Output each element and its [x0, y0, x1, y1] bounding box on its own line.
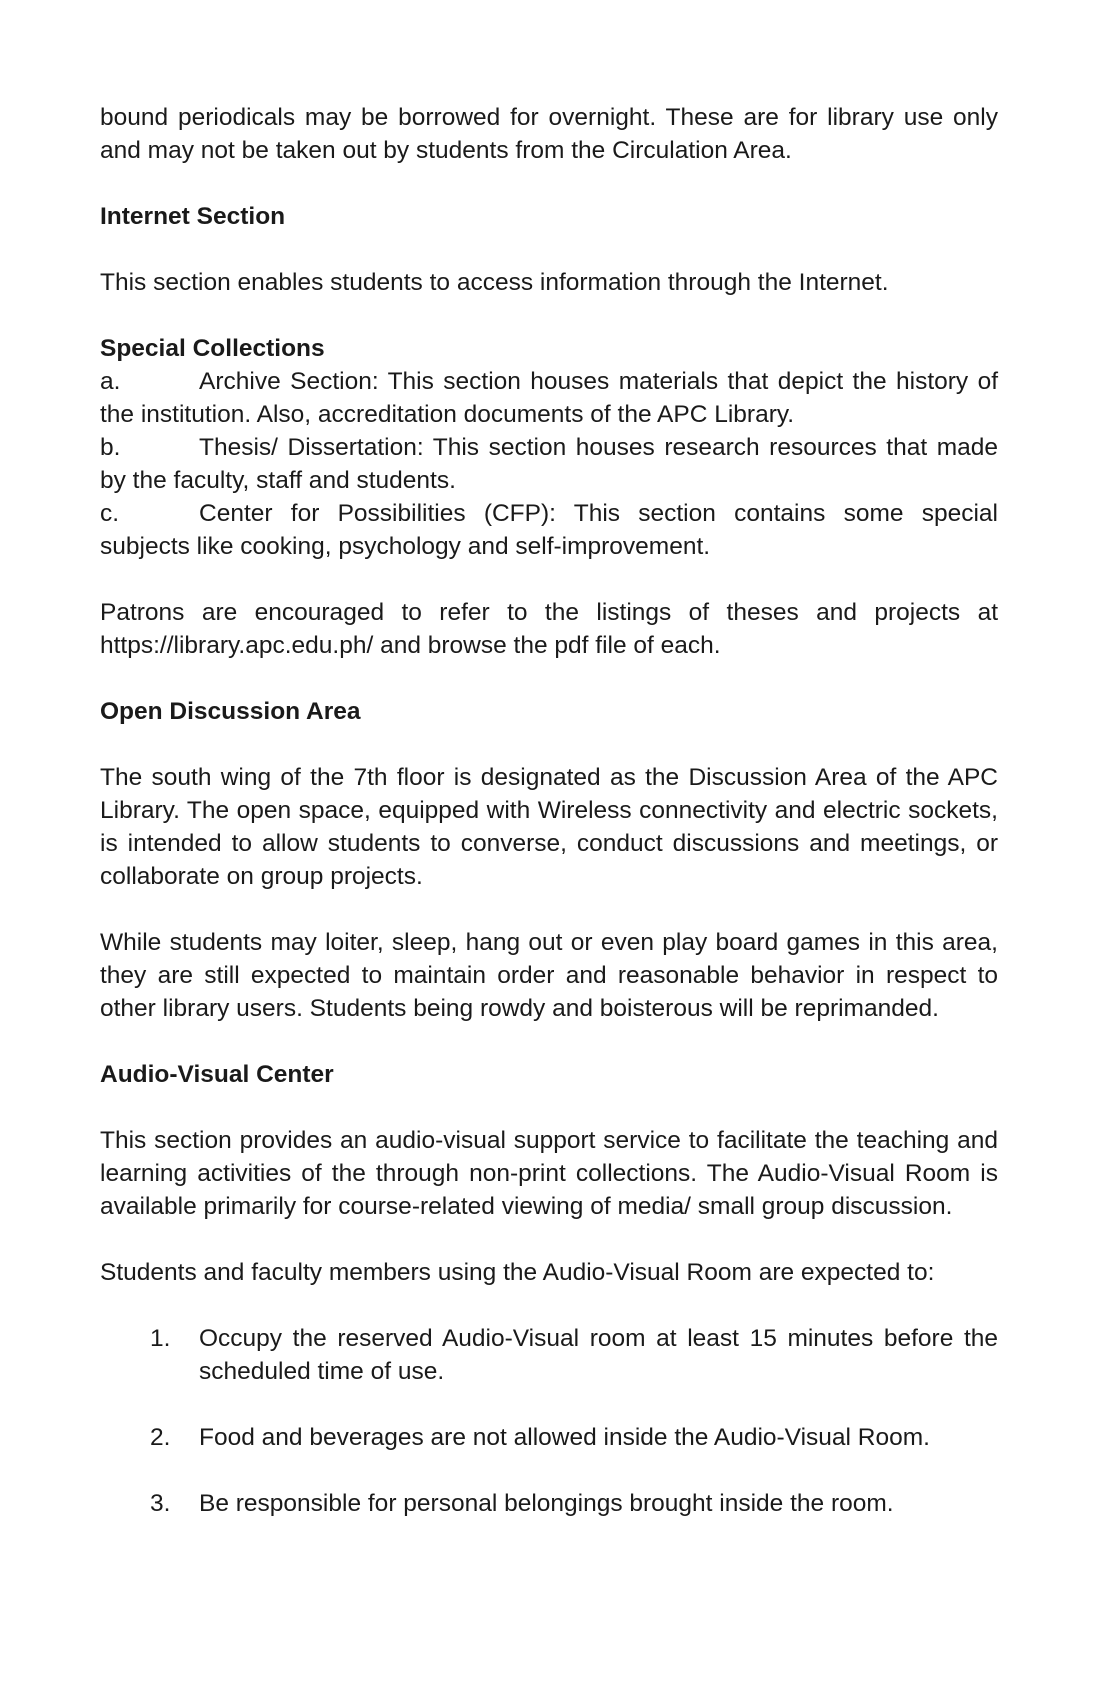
spacer [100, 1289, 998, 1322]
list-item [100, 1487, 998, 1520]
internet-section-heading: Internet Section [100, 203, 286, 230]
special-collections-item-c [100, 497, 998, 563]
spacer [100, 1223, 998, 1256]
item-text: Archive Section: This section houses materials that depict the history of the institution. Also, accreditation documents of the APC Library. [100, 368, 998, 428]
item-letter: b. [100, 434, 121, 461]
audio-visual-paragraph-1: This section provides an audio-visual support service to facilitate the teaching and learning activities of the through non-print collections. The Audio-Visual Room is available primarily for course-related viewing of media/ small group discussion. [100, 1127, 998, 1220]
audio-visual-rules-list [100, 1322, 998, 1520]
spacer [100, 299, 998, 332]
list-text: Occupy the reserved Audio-Visual room at least 15 minutes before the scheduled time of use. [199, 1325, 998, 1385]
spacer [100, 662, 998, 695]
list-number: 2. [150, 1424, 171, 1451]
list-number: 3. [150, 1490, 171, 1517]
spacer [100, 563, 998, 596]
open-discussion-paragraph-2: While students may loiter, sleep, hang out or even play board games in this area, they are still expected to maintain order and reasonable behavior in respect to other library users. Students being rowdy and boisterous will be reprimanded. [100, 929, 998, 1022]
open-discussion-paragraph-1: The south wing of the 7th floor is designated as the Discussion Area of the APC Library. The open space, equipped with Wireless connectivity and electric sockets, is intended to allow students to converse, conduct discussions and meetings, or collaborate on group projects. [100, 764, 998, 890]
item-text: Thesis/ Dissertation: This section houses research resources that made by the faculty, staff and students. [100, 434, 998, 494]
special-collections-item-a [100, 365, 998, 431]
item-letter: a. [100, 368, 121, 395]
list-number: 1. [150, 1325, 171, 1352]
list-text: Be responsible for personal belongings brought inside the room. [199, 1490, 894, 1517]
audio-visual-paragraph-2: Students and faculty members using the Audio-Visual Room are expected to: [100, 1259, 935, 1286]
item-letter: c. [100, 500, 120, 527]
spacer [100, 893, 998, 926]
open-discussion-heading: Open Discussion Area [100, 698, 361, 725]
audio-visual-heading: Audio-Visual Center [100, 1061, 334, 1088]
spacer [100, 1025, 998, 1058]
list-text: Food and beverages are not allowed inside the Audio-Visual Room. [199, 1424, 930, 1451]
item-text: Center for Possibilities (CFP): This section contains some special subjects like cooking, psychology and self-improvement. [100, 500, 998, 560]
special-collections-item-b [100, 431, 998, 497]
spacer [100, 1091, 998, 1124]
spacer [100, 233, 998, 266]
spacer [100, 167, 998, 200]
special-collections-heading: Special Collections [100, 335, 325, 362]
list-item [100, 1421, 998, 1454]
internet-section-body: This section enables students to access information through the Internet. [100, 269, 889, 296]
intro-paragraph: bound periodicals may be borrowed for overnight. These are for library use only and may not be taken out by students from the Circulation Area. [100, 104, 998, 164]
spacer [100, 728, 998, 761]
list-item [100, 1322, 998, 1388]
patrons-paragraph: Patrons are encouraged to refer to the listings of theses and projects at https://library.apc.edu.ph/ and browse the pdf file of each. [100, 599, 998, 659]
